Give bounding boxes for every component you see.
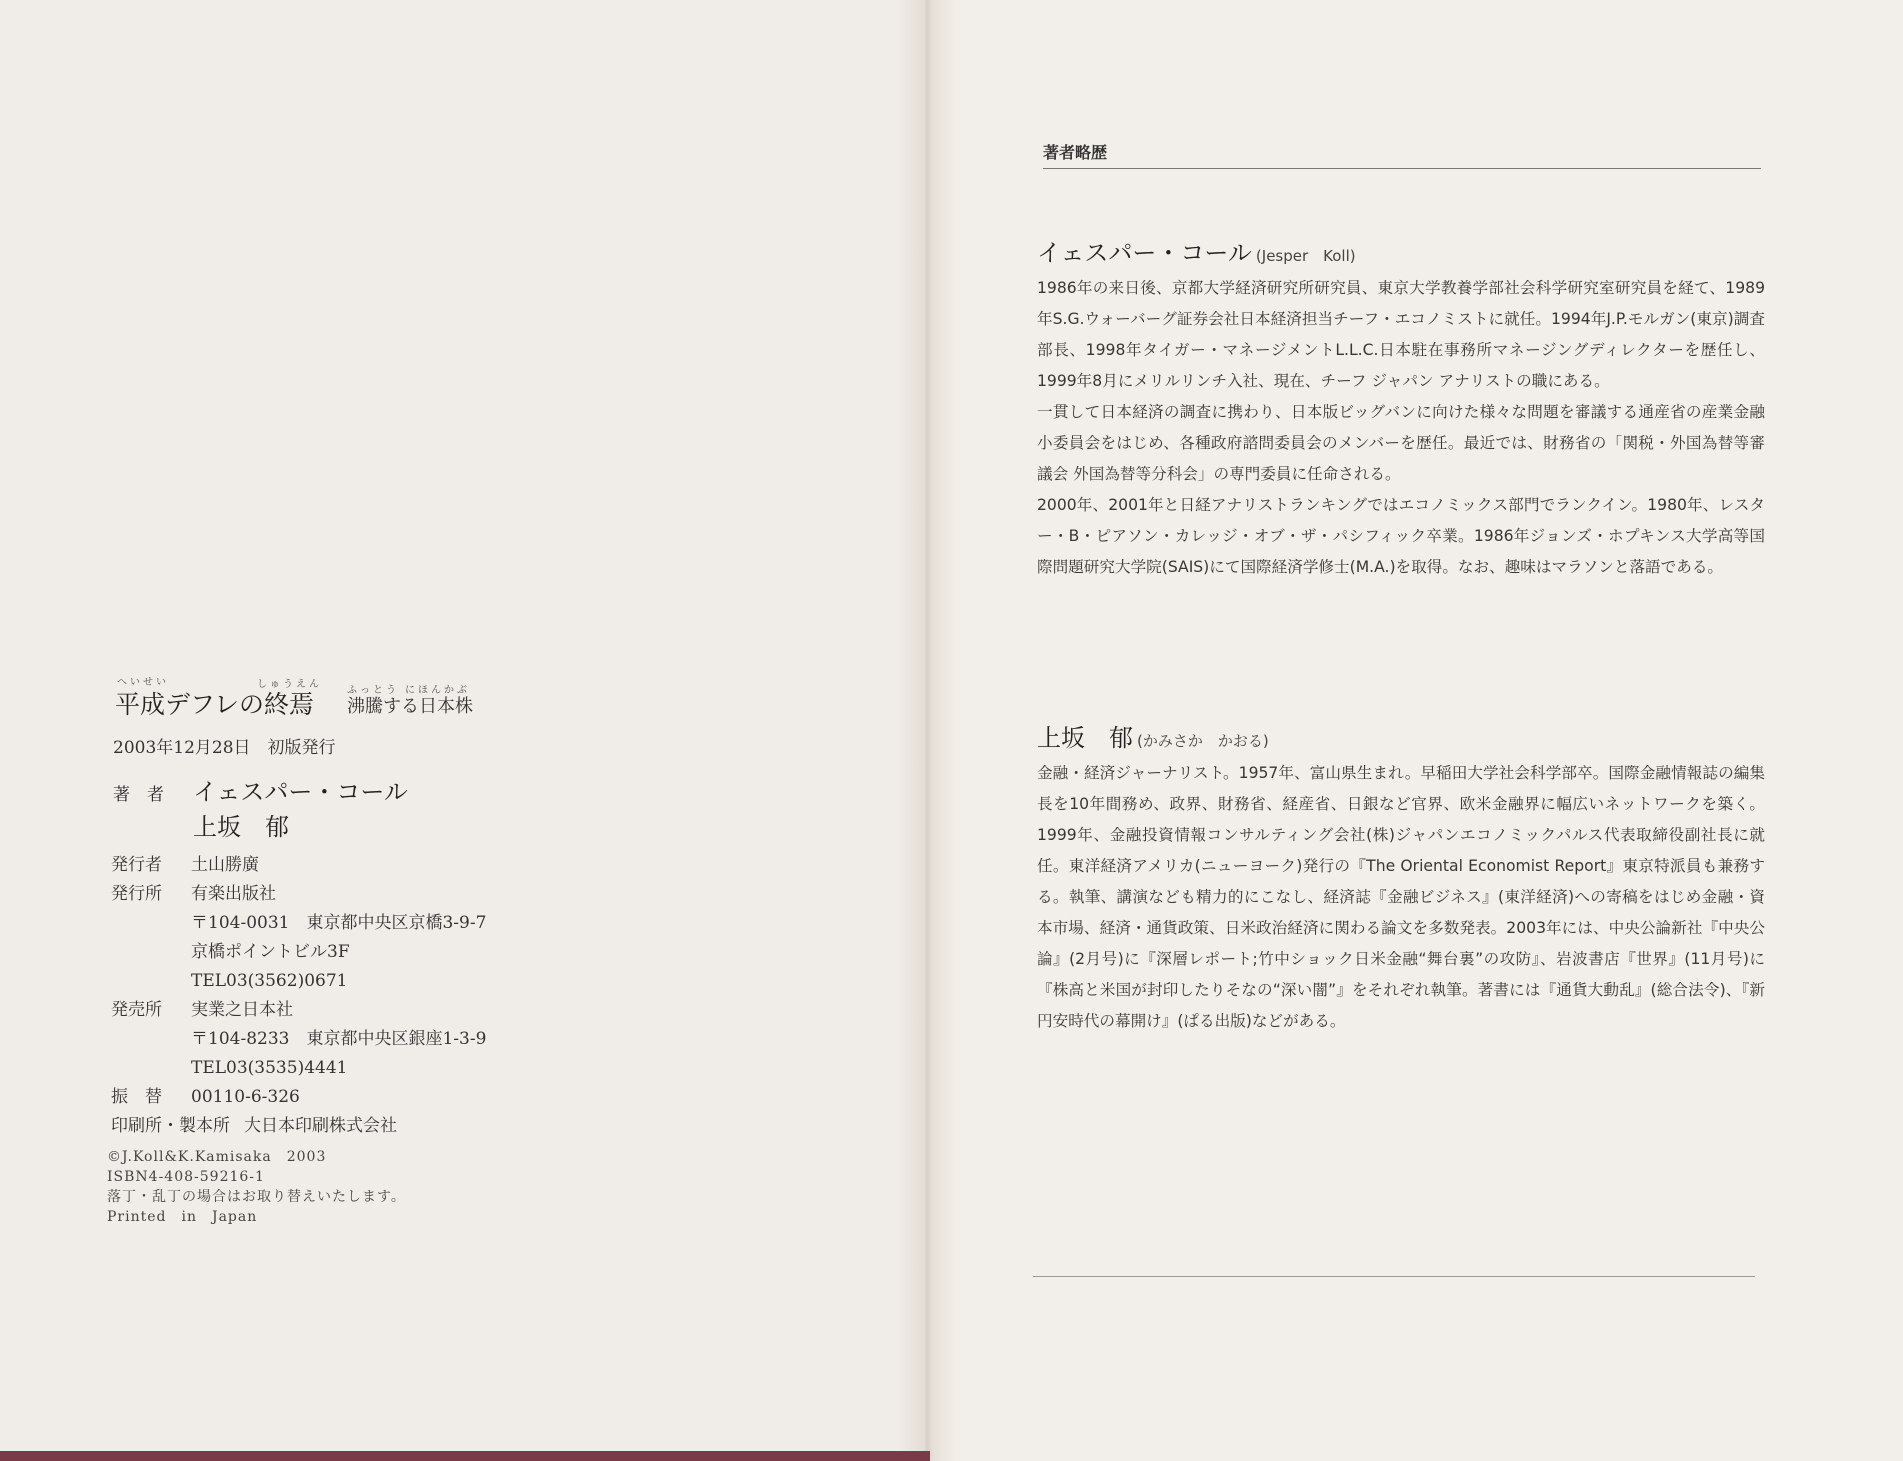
ruby-heisei: へいせい — [117, 677, 169, 688]
copyright-block — [107, 1147, 665, 1227]
ruby-shuen: しゅうえん — [257, 679, 322, 690]
distributor-label: 発売所 — [111, 1000, 162, 1020]
author-bio-name-text: 上坂 郁 — [1037, 724, 1133, 752]
bottom-rule — [1033, 1276, 1755, 1277]
ruby-futto: ふっとう — [347, 685, 399, 696]
author-bio-name — [1037, 236, 1765, 273]
book-title-row — [105, 665, 665, 721]
isbn: ISBN4-408-59216-1 — [107, 1169, 265, 1185]
bio-paragraph: 2000年、2001年と日経アナリストランキングではエコノミックス部門でランクイン。1980年、レスター・B・ピアソン・カレッジ・オブ・ザ・パシフィック卒業。1986年ジョンズ・ホプキンス大学高等国際問題研究大学院(SAIS)にて国際経済学修士(M.A.)を取得。なお、趣味はマラソンと落語である。 — [1037, 496, 1765, 576]
cover-edge — [0, 1451, 930, 1461]
author-bio-reading: (かみさか かおる) — [1137, 732, 1269, 750]
bio-heading: 著者略歴 — [1043, 143, 1108, 162]
author-bio-name — [1037, 721, 1765, 758]
notice: 落丁・乱丁の場合はお取り替えいたします。 — [107, 1189, 406, 1205]
transfer-label: 振 替 — [111, 1087, 162, 1107]
bio-paragraph: 一貫して日本経済の調査に携わり、日本版ビッグバンに向けた様々な問題を審議する通産省の産業金融小委員会をはじめ、各種政府諮問委員会のメンバーを歴任。最近では、財務省の「関税・外国為替等審議会 外国為替等分科会」の専門委員に任命される。 — [1037, 403, 1765, 483]
printed-in: Printed in Japan — [107, 1209, 258, 1225]
publisher-building: 京橋ポイントビル3F — [191, 942, 350, 962]
printer-name: 大日本印刷株式会社 — [244, 1116, 397, 1136]
author-name-1: イェスパー・コール — [193, 778, 408, 806]
book-title: 平成デフレの終焉 — [115, 690, 315, 719]
author-label: 著 者 — [113, 785, 164, 805]
publication-date: 2003年12月28日 初版発行 — [113, 738, 336, 758]
author-bio-kamisaka — [1037, 721, 1765, 1037]
author-name-2: 上坂 郁 — [193, 813, 289, 841]
colophon — [105, 665, 665, 1227]
book-gutter — [898, 0, 956, 1461]
author-bio-koll — [1037, 236, 1765, 583]
heading-rule — [1043, 168, 1761, 169]
publisher-label: 発行所 — [111, 884, 162, 904]
authors — [113, 776, 665, 843]
book-subtitle: 沸騰する日本株 — [347, 696, 473, 717]
publisher-address: 〒104-0031 東京都中央区京橋3-9-7 — [191, 913, 487, 933]
transfer-number: 00110-6-326 — [191, 1087, 300, 1107]
bio-paragraph: 金融・経済ジャーナリスト。1957年、富山県生まれ。早稲田大学社会科学部卒。国際金融情報誌の編集長を10年間務め、政界、財務省、経産省、日銀など官界、欧米金融界に幅広いネットワークを築く。1999年、金融投資情報コンサルティング会社(株)ジャパンエコノミックパルス代表取締役副社長に就任。東洋経済アメリカ(ニューヨーク)発行の『The Oriental Economist Report』東京特派員も兼務する。執筆、講演なども精力的にこなし、経済誌『金融ビジネス』(東洋経済)への寄稿をはじめ金融・資本市場、経済・通貨政策、日米政治経済に関わる論文を多数発表。2003年には、中央公論新社『中央公論』(2月号)に『深層レポート;竹中ショック日米金融“舞台裏”の攻防』、岩波書店『世界』(11月号)に『株高と米国が封印したりそなの“深い闇”』をそれぞれ執筆。著書には『通貨大動乱』(総合法令)、『新円安時代の幕開け』(ぱる出版)などがある。 — [1037, 764, 1765, 1030]
author-bio-reading: (Jesper Koll) — [1255, 247, 1356, 265]
bio-paragraph: 1986年の来日後、京都大学経済研究所研究員、東京大学教養学部社会科学研究室研究員を経て、1989年S.G.ウォーバーグ証券会社日本経済担当チーフ・エコノミストに就任。1994年J.P.モルガン(東京)調査部長、1998年タイガー・マネージメントL.L.C.日本駐在事務所マネージングディレクターを歴任し、1999年8月にメリルリンチ入社、現在、チーフ ジャパン アナリストの職にある。 — [1037, 279, 1765, 390]
author-bio-name-text: イェスパー・コール — [1037, 239, 1252, 267]
distributor-tel: TEL03(3535)4441 — [191, 1058, 348, 1078]
copyright: ©J.Koll&K.Kamisaka 2003 — [107, 1149, 327, 1165]
distributor-name: 実業之日本社 — [191, 1000, 293, 1020]
publisher-person-label: 発行者 — [111, 855, 162, 875]
publisher-person: 土山勝廣 — [191, 855, 259, 875]
publisher-name: 有楽出版社 — [191, 884, 276, 904]
printer-label: 印刷所・製本所 — [111, 1116, 230, 1136]
publisher-info — [111, 851, 665, 1141]
ruby-nihonkabu: にほんかぶ — [405, 685, 470, 696]
distributor-address: 〒104-8233 東京都中央区銀座1-3-9 — [191, 1029, 487, 1049]
publisher-tel: TEL03(3562)0671 — [191, 971, 348, 991]
